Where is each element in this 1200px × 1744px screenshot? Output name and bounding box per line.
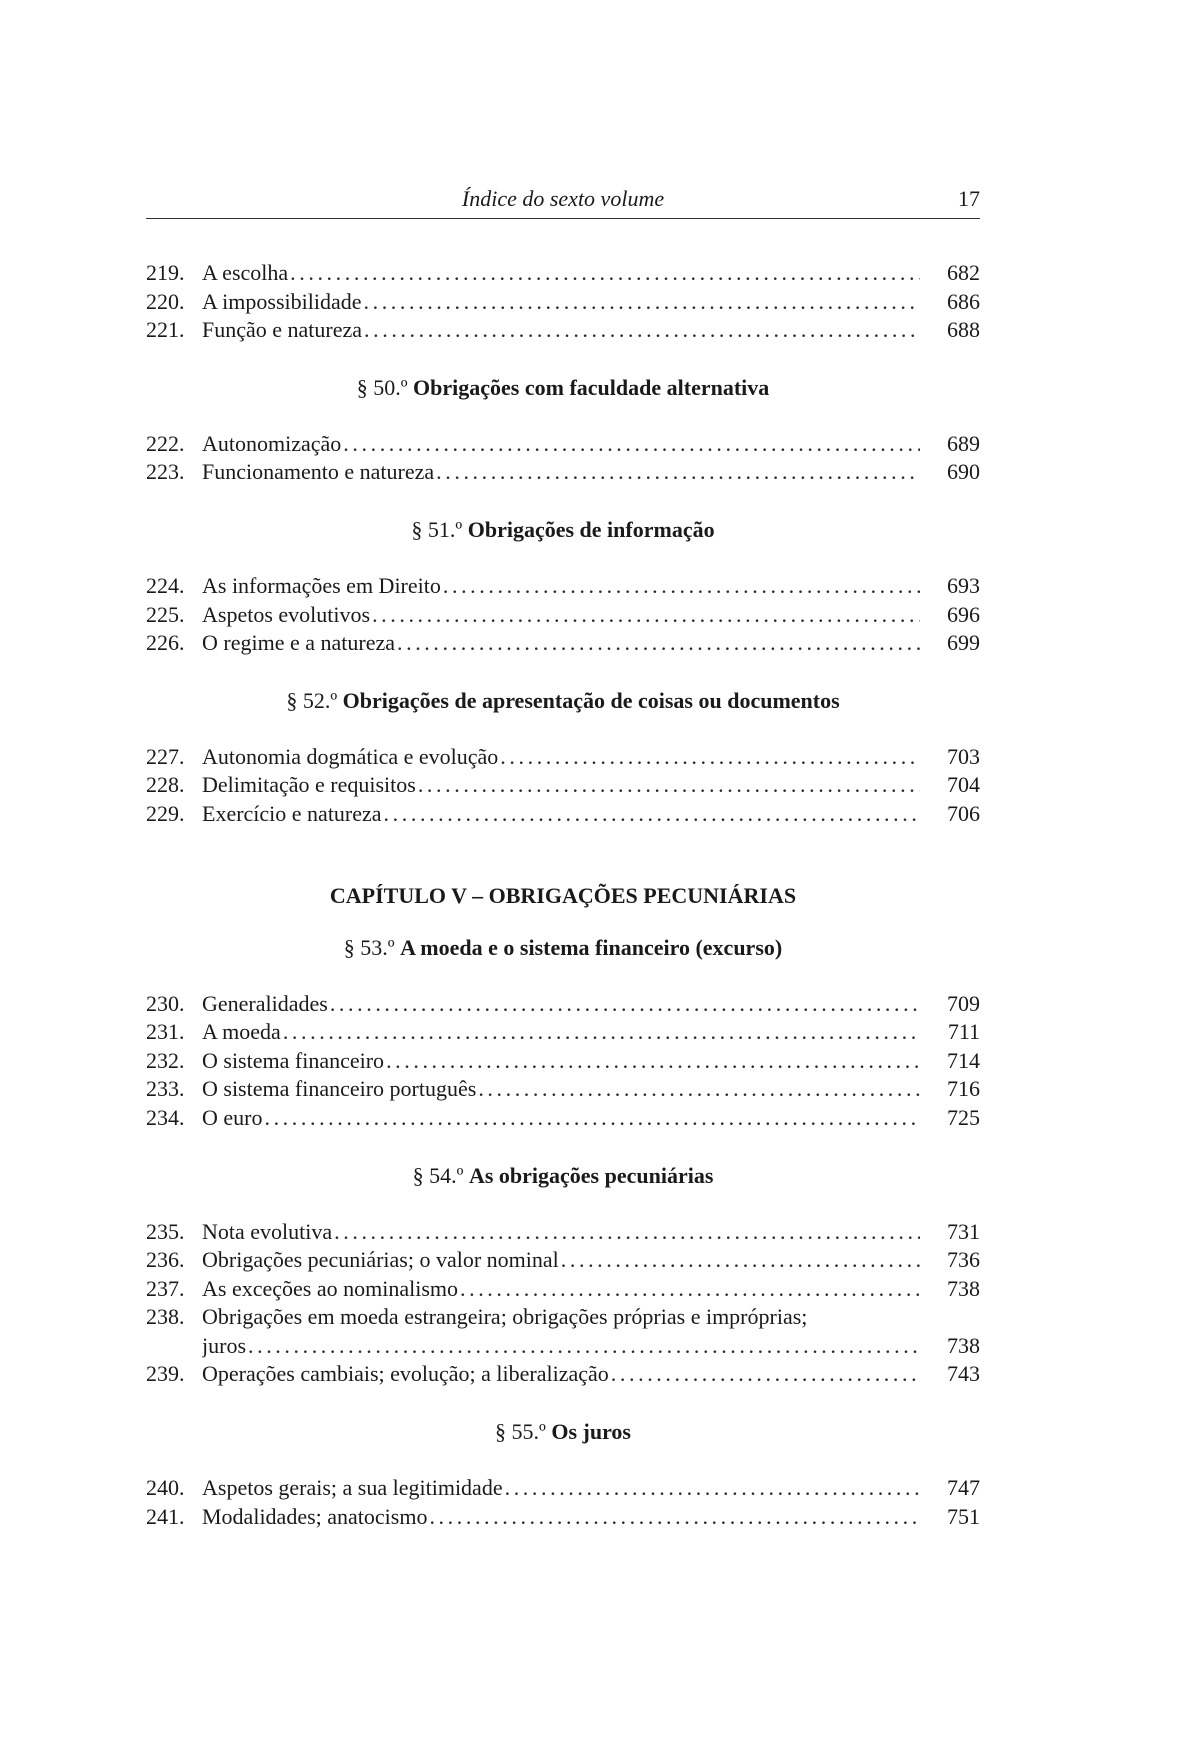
entry-title: Funcionamento e natureza bbox=[202, 459, 435, 485]
section-title: Obrigações de apresentação de coisas ou documentos bbox=[342, 687, 840, 713]
entry-title-wrap bbox=[202, 800, 942, 829]
entry-page: 711 bbox=[947, 1019, 980, 1045]
section-heading bbox=[146, 933, 980, 962]
index-page bbox=[146, 186, 980, 1531]
entry-page: 706 bbox=[947, 800, 980, 826]
entry-page: 738 bbox=[947, 1332, 980, 1358]
entry-page: 703 bbox=[947, 743, 980, 769]
toc-entry bbox=[146, 743, 980, 772]
dot-leader bbox=[386, 1047, 920, 1076]
dot-leader bbox=[384, 800, 920, 829]
toc-entry bbox=[146, 1018, 980, 1047]
toc-entry bbox=[146, 601, 980, 630]
toc-entry bbox=[146, 1104, 980, 1133]
entry-title: A escolha bbox=[202, 260, 289, 285]
entry-title: Autonomização bbox=[202, 430, 342, 456]
entry-title: O regime e a natureza bbox=[202, 630, 395, 656]
running-header bbox=[146, 186, 980, 219]
entry-title-wrap bbox=[202, 1047, 942, 1076]
entry-page-spacer bbox=[942, 1303, 980, 1332]
toc-entry bbox=[146, 1503, 980, 1532]
entry-title-wrap bbox=[202, 743, 942, 772]
entry-title: A impossibilidade bbox=[202, 288, 362, 314]
section-title: Os juros bbox=[551, 1419, 631, 1445]
toc-entry bbox=[146, 800, 980, 829]
dot-leader bbox=[330, 990, 920, 1019]
entry-title-wrap bbox=[202, 771, 942, 800]
entry-number: 222. bbox=[146, 430, 185, 456]
dot-leader bbox=[460, 1275, 920, 1304]
toc-entry bbox=[146, 288, 980, 317]
entry-title-wrap bbox=[202, 259, 942, 288]
entry-page: 716 bbox=[947, 1076, 980, 1102]
dot-leader bbox=[505, 1474, 920, 1503]
section-number: § 52.º bbox=[286, 687, 338, 713]
entry-title-wrap bbox=[202, 1246, 942, 1275]
entry-page: 725 bbox=[947, 1104, 980, 1130]
entry-page: 751 bbox=[947, 1503, 980, 1529]
toc-entry bbox=[146, 1075, 980, 1104]
dot-leader bbox=[364, 288, 921, 317]
entry-page-wrap bbox=[942, 1303, 980, 1360]
entry-page: 731 bbox=[947, 1218, 980, 1244]
toc-entry bbox=[146, 1474, 980, 1503]
toc-entry bbox=[146, 572, 980, 601]
entry-title: Modalidades; anatocismo bbox=[202, 1503, 428, 1529]
entry-title: O sistema financeiro português bbox=[202, 1076, 477, 1102]
section-number: § 53.º bbox=[343, 934, 395, 960]
entry-title: Autonomia dogmática e evolução bbox=[202, 743, 499, 769]
entry-title: Aspetos evolutivos bbox=[202, 601, 371, 627]
entry-title-wrap bbox=[202, 1075, 942, 1104]
toc-entry bbox=[146, 1246, 980, 1275]
entry-number: 228. bbox=[146, 772, 185, 798]
entry-title: Exercício e natureza bbox=[202, 800, 382, 826]
page-number: 17 bbox=[958, 186, 980, 211]
entry-page: 699 bbox=[947, 630, 980, 656]
dot-leader bbox=[443, 572, 920, 601]
entry-page: 682 bbox=[947, 260, 980, 285]
entry-title: As informações em Direito bbox=[202, 572, 441, 598]
entry-title: O euro bbox=[202, 1104, 263, 1130]
table-of-contents bbox=[146, 259, 980, 1531]
entry-page: 689 bbox=[947, 430, 980, 456]
entry-number: 230. bbox=[146, 990, 185, 1016]
dot-leader bbox=[429, 1503, 920, 1532]
dot-leader bbox=[561, 1246, 920, 1275]
toc-entry bbox=[146, 1360, 980, 1389]
dot-leader bbox=[334, 1218, 920, 1247]
entry-number: 223. bbox=[146, 459, 185, 485]
dot-leader bbox=[500, 743, 920, 772]
entry-page: 709 bbox=[947, 990, 980, 1016]
entry-page: 696 bbox=[947, 601, 980, 627]
dot-leader bbox=[248, 1332, 920, 1361]
section-title: As obrigações pecuniárias bbox=[468, 1162, 714, 1188]
toc-entry bbox=[146, 1218, 980, 1247]
entry-number: 238. bbox=[146, 1304, 185, 1330]
chapter-heading: CAPÍTULO V – OBRIGAÇÕES PECUNIÁRIAS bbox=[329, 882, 797, 908]
section-heading bbox=[146, 1161, 980, 1190]
dot-leader bbox=[418, 771, 920, 800]
section-heading bbox=[146, 1417, 980, 1446]
entry-number: 226. bbox=[146, 630, 185, 656]
entry-title-wrap bbox=[202, 990, 942, 1019]
section-title: A moeda e o sistema financeiro (excurso) bbox=[400, 934, 783, 960]
dot-leader bbox=[283, 1018, 920, 1047]
entry-number: 236. bbox=[146, 1247, 185, 1273]
entry-page: 738 bbox=[947, 1275, 980, 1301]
dot-leader bbox=[264, 1104, 920, 1133]
entry-number: 225. bbox=[146, 601, 185, 627]
entry-title-last-line bbox=[202, 1332, 942, 1361]
entry-title: A moeda bbox=[202, 1019, 281, 1045]
entry-number: 239. bbox=[146, 1361, 185, 1387]
toc-entry bbox=[146, 1303, 980, 1360]
section-title: Obrigações com faculdade alternativa bbox=[413, 374, 770, 400]
section-number: § 55.º bbox=[495, 1419, 546, 1445]
entry-page: 704 bbox=[947, 772, 980, 798]
entry-number: 219. bbox=[146, 260, 185, 285]
entry-title-wrap bbox=[202, 629, 942, 658]
entry-title-wrap bbox=[202, 1503, 942, 1532]
toc-entry bbox=[146, 430, 980, 459]
section-number: § 50.º bbox=[356, 374, 408, 400]
entry-number: 224. bbox=[146, 572, 185, 598]
entry-number: 229. bbox=[146, 800, 185, 826]
entry-page: 690 bbox=[947, 459, 980, 485]
entry-title: Nota evolutiva bbox=[202, 1218, 333, 1244]
entry-title: Delimitação e requisitos bbox=[202, 772, 416, 798]
dot-leader bbox=[397, 629, 920, 658]
section-heading bbox=[146, 373, 980, 402]
entry-page: 747 bbox=[947, 1475, 980, 1501]
running-header-title: Índice do sexto volume bbox=[461, 186, 665, 211]
entry-number: 237. bbox=[146, 1275, 185, 1301]
dot-leader bbox=[436, 458, 920, 487]
entry-title-wrap bbox=[202, 1275, 942, 1304]
dot-leader bbox=[611, 1360, 920, 1389]
entry-title: Obrigações pecuniárias; o valor nominal bbox=[202, 1247, 559, 1273]
dot-leader bbox=[290, 259, 920, 288]
entry-page: 743 bbox=[947, 1361, 980, 1387]
section-number: § 54.º bbox=[412, 1162, 464, 1188]
entry-number: 240. bbox=[146, 1475, 185, 1501]
entry-number: 235. bbox=[146, 1218, 185, 1244]
entry-title-continuation: juros bbox=[202, 1332, 246, 1358]
toc-entry bbox=[146, 1047, 980, 1076]
dot-leader bbox=[372, 601, 920, 630]
entry-number: 233. bbox=[146, 1076, 185, 1102]
entry-number: 241. bbox=[146, 1503, 185, 1529]
entry-title-wrap bbox=[202, 572, 942, 601]
entry-title: Operações cambiais; evolução; a liberalização bbox=[202, 1361, 609, 1387]
entry-title: O sistema financeiro bbox=[202, 1047, 385, 1073]
dot-leader bbox=[343, 430, 920, 459]
entry-title: Obrigações em moeda estrangeira; obrigações próprias e impróprias; bbox=[202, 1304, 808, 1330]
entry-page: 736 bbox=[947, 1247, 980, 1273]
entry-title-wrap bbox=[202, 288, 942, 317]
section-heading bbox=[146, 686, 980, 715]
toc-entry bbox=[146, 259, 980, 288]
entry-title-wrap bbox=[202, 316, 942, 345]
entry-title: As exceções ao nominalismo bbox=[202, 1275, 458, 1301]
entry-title-wrap bbox=[202, 1104, 942, 1133]
entry-title-wrap bbox=[202, 1018, 942, 1047]
entry-number: 231. bbox=[146, 1019, 185, 1045]
entry-number: 232. bbox=[146, 1047, 185, 1073]
dot-leader bbox=[478, 1075, 920, 1104]
entry-title-wrap bbox=[202, 1360, 942, 1389]
entry-page: 693 bbox=[947, 572, 980, 598]
entry-title-wrap bbox=[202, 430, 942, 459]
toc-entry bbox=[146, 316, 980, 345]
dot-leader bbox=[364, 316, 920, 345]
entry-title: Função e natureza bbox=[202, 317, 363, 343]
entry-title-wrap bbox=[202, 601, 942, 630]
section-number: § 51.º bbox=[411, 516, 463, 542]
section-title: Obrigações de informação bbox=[467, 516, 715, 542]
entry-number: 227. bbox=[146, 743, 185, 769]
toc-entry bbox=[146, 990, 980, 1019]
toc-entry bbox=[146, 629, 980, 658]
entry-title-wrap bbox=[202, 1303, 942, 1360]
entry-page: 714 bbox=[947, 1047, 980, 1073]
section-heading bbox=[146, 515, 980, 544]
entry-title-wrap bbox=[202, 1218, 942, 1247]
entry-page: 688 bbox=[947, 317, 980, 343]
entry-number: 220. bbox=[146, 288, 185, 314]
entry-title-wrap bbox=[202, 458, 942, 487]
entry-number: 221. bbox=[146, 317, 185, 343]
entry-number: 234. bbox=[146, 1104, 185, 1130]
toc-entry bbox=[146, 458, 980, 487]
entry-title-wrap bbox=[202, 1474, 942, 1503]
toc-entry bbox=[146, 771, 980, 800]
toc-entry bbox=[146, 1275, 980, 1304]
entry-title: Generalidades bbox=[202, 990, 328, 1016]
entry-title: Aspetos gerais; a sua legitimidade bbox=[202, 1475, 503, 1501]
entry-page: 686 bbox=[947, 288, 980, 314]
